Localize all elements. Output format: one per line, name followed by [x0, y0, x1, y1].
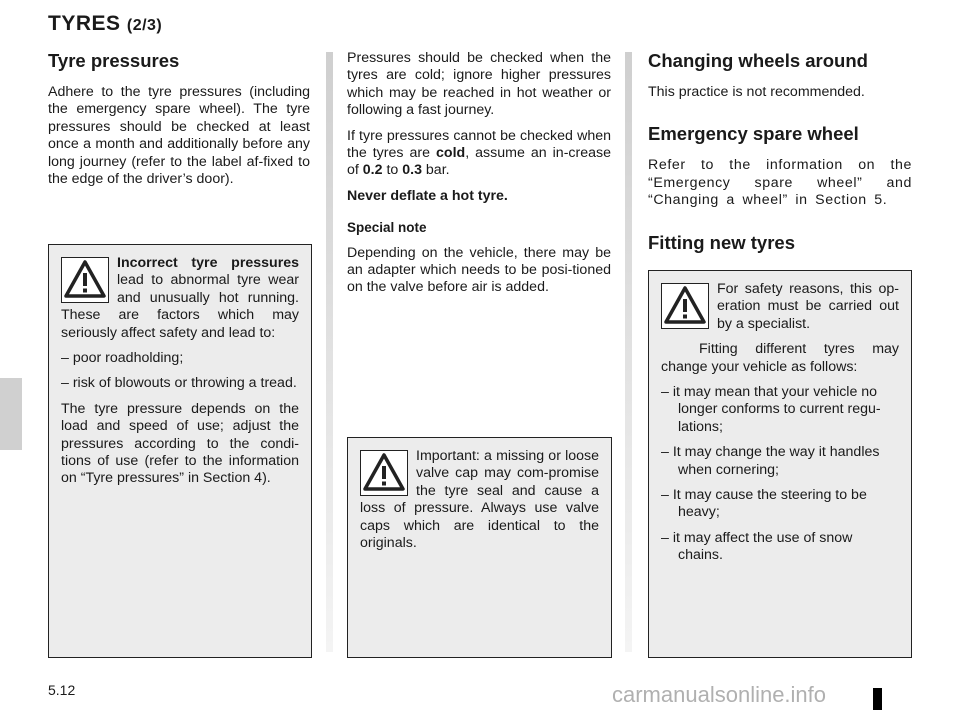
warning-triangle-icon [360, 450, 408, 496]
warning-box-valve-cap [347, 437, 612, 658]
watermark: carmanualsonline.info [612, 682, 827, 707]
list-item: – it may affect the use of snow chains. [661, 529, 853, 564]
page-subtitle: (2/3) [126, 17, 163, 34]
list-item: – poor roadholding; [61, 350, 184, 367]
warning-triangle-icon [61, 257, 109, 303]
section-heading: Tyre pressures [48, 50, 180, 71]
warning-box-new-tyres [648, 270, 912, 658]
section-tab [0, 378, 22, 450]
column-divider [625, 52, 632, 652]
page-marker [873, 688, 882, 710]
page-number: 5.12 [48, 682, 76, 698]
section-heading: Changing wheels around [648, 50, 868, 71]
list-item: – It may change the way it handles when cornering; [661, 444, 880, 478]
warning-triangle-icon [661, 283, 709, 329]
warning-box-tyre-pressures [48, 244, 312, 658]
column-1 [48, 50, 310, 196]
section-heading: Emergency spare wheel [648, 123, 859, 145]
paragraph: Adhere to the tyre pressures (including the emergency spare wheel). The tyre pressures should be checked at least once a month and additionally before any long journey (refer to the label af-fixed to the edge of the driver’s door). [48, 84, 310, 188]
warning-list [661, 384, 899, 565]
warning-text: For safety reasons, this op-eration must be carried out by a specialist. [717, 281, 899, 332]
subheading: Special note [347, 220, 427, 236]
page-title: TYRES (2/3) [48, 12, 163, 35]
paragraph: Refer to the information on the “Emergency spare wheel” and “Changing a wheel” in Section 5. [648, 157, 912, 209]
paragraph: Pressures should be checked when the tyres are cold; ignore higher pressures which may be reached in hot weather or following a fast journey. [347, 50, 611, 119]
list-item: – It may cause the steering to be heavy; [661, 487, 867, 521]
section-heading: Fitting new tyres [648, 231, 795, 253]
bold-note: Never deflate a hot tyre. [347, 187, 508, 204]
list-item: – risk of blowouts or throwing a tread. [61, 375, 297, 392]
warning-paragraph: The tyre pressure depends on the load and speed of use; adjust the pressures according to the condi-tions of use (refer to the information on “Tyre pressures” in Section 4). [61, 400, 299, 487]
column-3 [648, 50, 912, 266]
warning-text: Important: a missing or loose valve cap may com-promise the tyre seal and cause a loss of pressure. Always use valve caps which are identical to the originals. [360, 448, 599, 552]
warning-paragraph: Fitting different tyres may change your vehicle as follows: [661, 341, 899, 375]
paragraph: If tyre pressures cannot be checked when the tyres are cold, assume an in-crease of 0.2 to 0.3 bar. [347, 127, 611, 179]
warning-text: lead to abnormal tyre wear and unusually hot running. These are factors which may seriously affect safety and lead to: [61, 272, 299, 341]
column-2 [347, 50, 611, 305]
paragraph: Depending on the vehicle, there may be an adapter which needs to be posi-tioned on the valve before air is added. [347, 244, 611, 296]
list-item: – it may mean that your vehicle no longer conforms to current regu-lations; [661, 384, 881, 435]
warning-list [61, 350, 299, 393]
column-divider [326, 52, 333, 652]
warning-lead: Incorrect tyre pressures [117, 255, 299, 271]
paragraph: This practice is not recommended. [648, 84, 865, 100]
